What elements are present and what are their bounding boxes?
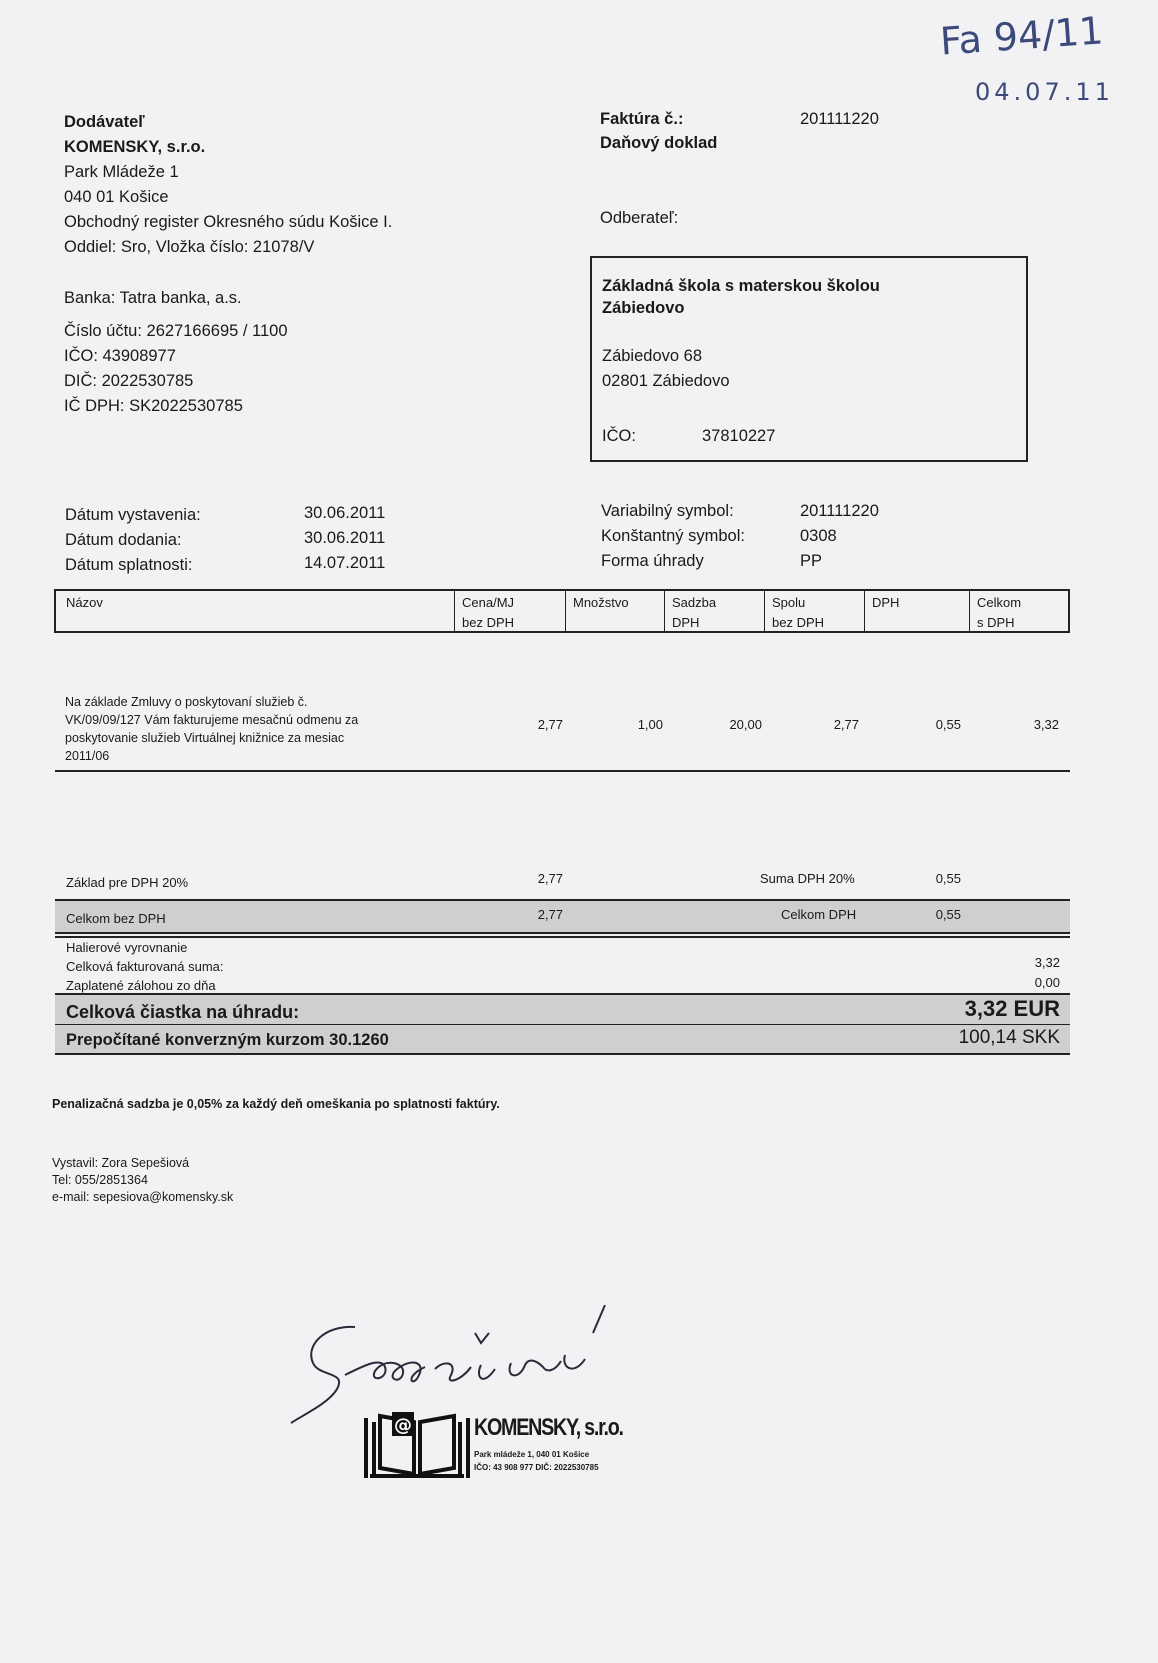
- supplier-heading: Dodávateľ: [64, 113, 145, 131]
- vat-base: 2,77: [537, 871, 563, 886]
- item-net-total: 2,77: [833, 717, 859, 732]
- delivered-date-label: Dátum dodania:: [65, 531, 182, 549]
- column-header-unit-price: Cena/MJ bez DPH: [454, 591, 565, 631]
- due-date-label: Dátum splatnosti:: [65, 556, 193, 574]
- item-vat: 0,55: [935, 717, 961, 732]
- item-description: Na základe Zmluvy o poskytovaní služieb č. VK/09/09/127 Vám fakturujeme mesačnú odmenu za poskytovanie služieb Virtuálnej knižnice za mesiac 2011/06: [65, 695, 359, 763]
- column-header-gross-total: Celkom s DPH: [969, 591, 1068, 631]
- invoiced-sum-label: Celková fakturovaná suma:: [66, 959, 224, 974]
- customer-label: Odberateľ:: [600, 209, 679, 227]
- payment-values: [800, 499, 879, 574]
- customer-name-line1: Základná škola s materskou školou: [602, 277, 880, 295]
- dates-values: [304, 501, 385, 576]
- vat-total-label: Celkom DPH: [781, 907, 857, 922]
- supplier-bank: Banka: Tatra banka, a.s.: [64, 289, 242, 307]
- vat-sum: 0,55: [935, 871, 961, 886]
- handwritten-signature: [285, 1305, 665, 1425]
- net-total: 2,77: [537, 907, 563, 922]
- column-header-vat-rate: Sadzba DPH: [664, 591, 764, 631]
- supplier-section: Oddiel: Sro, Vložka číslo: 21078/V: [64, 238, 315, 256]
- item-unit-price: 2,77: [537, 717, 563, 732]
- vat-total: 0,55: [935, 907, 961, 922]
- due-mid-rule: [55, 1024, 1070, 1025]
- invoiced-sum: 3,32: [1034, 955, 1060, 970]
- customer-street: Zábiedovo 68: [602, 347, 702, 365]
- book-logo-icon: [362, 1408, 472, 1480]
- item-divider: [55, 770, 1070, 772]
- amount-due-label: Celková čiastka na úhradu:: [66, 1002, 300, 1022]
- net-total-label: Celkom bez DPH: [66, 911, 166, 926]
- delivered-date: 30.06.2011: [304, 529, 386, 547]
- penalty-note: Penalizačná sadzba je 0,05% za každý deň omeškania po splatnosti faktúry.: [52, 1097, 500, 1111]
- dates-block: [65, 503, 201, 578]
- constant-symbol: 0308: [800, 527, 837, 545]
- variable-symbol-label: Variabilný symbol:: [601, 502, 734, 520]
- summary-double-rule-a: [55, 932, 1070, 934]
- constant-symbol-label: Konštantný symbol:: [601, 527, 745, 545]
- summary-double-rule-b: [55, 936, 1070, 938]
- customer-city: 02801 Zábiedovo: [602, 372, 730, 390]
- invoice-number-label: Faktúra č.:: [600, 110, 684, 128]
- payment-method: PP: [800, 552, 823, 570]
- customer-ico: 37810227: [702, 427, 776, 445]
- due-date: 14.07.2011: [304, 554, 386, 572]
- issued-date-label: Dátum vystavenia:: [65, 506, 201, 524]
- advance: 0,00: [1034, 975, 1060, 990]
- stamp-company-name: KOMENSKY, s.r.o.: [474, 1414, 623, 1441]
- supplier-city: 040 01 Košice: [64, 188, 169, 206]
- conversion-label: Prepočítané konverzným kurzom 30.1260: [66, 1031, 389, 1049]
- payment-labels: [601, 499, 745, 574]
- column-header-net-total: Spolu bez DPH: [764, 591, 864, 631]
- supplier-name: KOMENSKY, s.r.o.: [64, 138, 206, 156]
- vat-base-label: Základ pre DPH 20%: [66, 875, 189, 890]
- handwritten-reference: Fa 94/11: [938, 8, 1105, 64]
- column-header-quantity: Množstvo: [565, 591, 664, 631]
- handwritten-date: 04.07.11: [975, 78, 1114, 106]
- customer-ico-label: IČO:: [602, 427, 636, 445]
- item-quantity: 1,00: [637, 717, 663, 732]
- company-stamp: [362, 1408, 632, 1480]
- supplier-dic: DIČ: 2022530785: [64, 372, 194, 390]
- svg-text:@: @: [394, 1415, 412, 1436]
- invoice-number: 201111220: [800, 110, 879, 128]
- column-header-vat: DPH: [864, 591, 969, 631]
- supplier-block: [64, 110, 392, 419]
- item-gross-total: 3,32: [1033, 717, 1059, 732]
- items-table-header: [54, 589, 1070, 633]
- vat-sum-label: Suma DPH 20%: [760, 871, 855, 886]
- amount-due: 3,32 EUR: [964, 996, 1060, 1021]
- issuer-email: e-mail: sepesiova@komensky.sk: [52, 1190, 234, 1204]
- supplier-account: Číslo účtu: 2627166695 / 1100: [64, 322, 288, 340]
- due-bottom-rule: [55, 1053, 1070, 1055]
- stamp-ids: IČO: 43 908 977 DIČ: 2022530785: [474, 1463, 599, 1472]
- variable-symbol: 201111220: [800, 502, 879, 520]
- rounding-label: Halierové vyrovnanie: [66, 940, 188, 955]
- document-type: Daňový doklad: [600, 134, 718, 152]
- supplier-ico: IČO: 43908977: [64, 347, 176, 365]
- customer-name-line2: Zábiedovo: [602, 299, 685, 317]
- item-vat-rate: 20,00: [729, 717, 762, 732]
- issued-date: 30.06.2011: [304, 504, 386, 522]
- stamp-address: Park mládeže 1, 040 01 Košice: [474, 1450, 590, 1459]
- supplier-icdph: IČ DPH: SK2022530785: [64, 397, 243, 415]
- payment-method-label: Forma úhrady: [601, 552, 704, 570]
- supplier-register: Obchodný register Okresného súdu Košice I.: [64, 213, 393, 231]
- supplier-street: Park Mládeže 1: [64, 163, 179, 181]
- customer-box: [590, 256, 1028, 462]
- advance-label: Zaplatené zálohou zo dňa: [66, 978, 216, 993]
- issuer-block: [52, 1155, 233, 1206]
- issuer-phone: Tel: 055/2851364: [52, 1173, 148, 1187]
- column-header-name: Názov: [66, 595, 103, 610]
- issuer-name: Vystavil: Zora Sepešiová: [52, 1156, 190, 1170]
- conversion-amount: 100,14 SKK: [958, 1027, 1060, 1048]
